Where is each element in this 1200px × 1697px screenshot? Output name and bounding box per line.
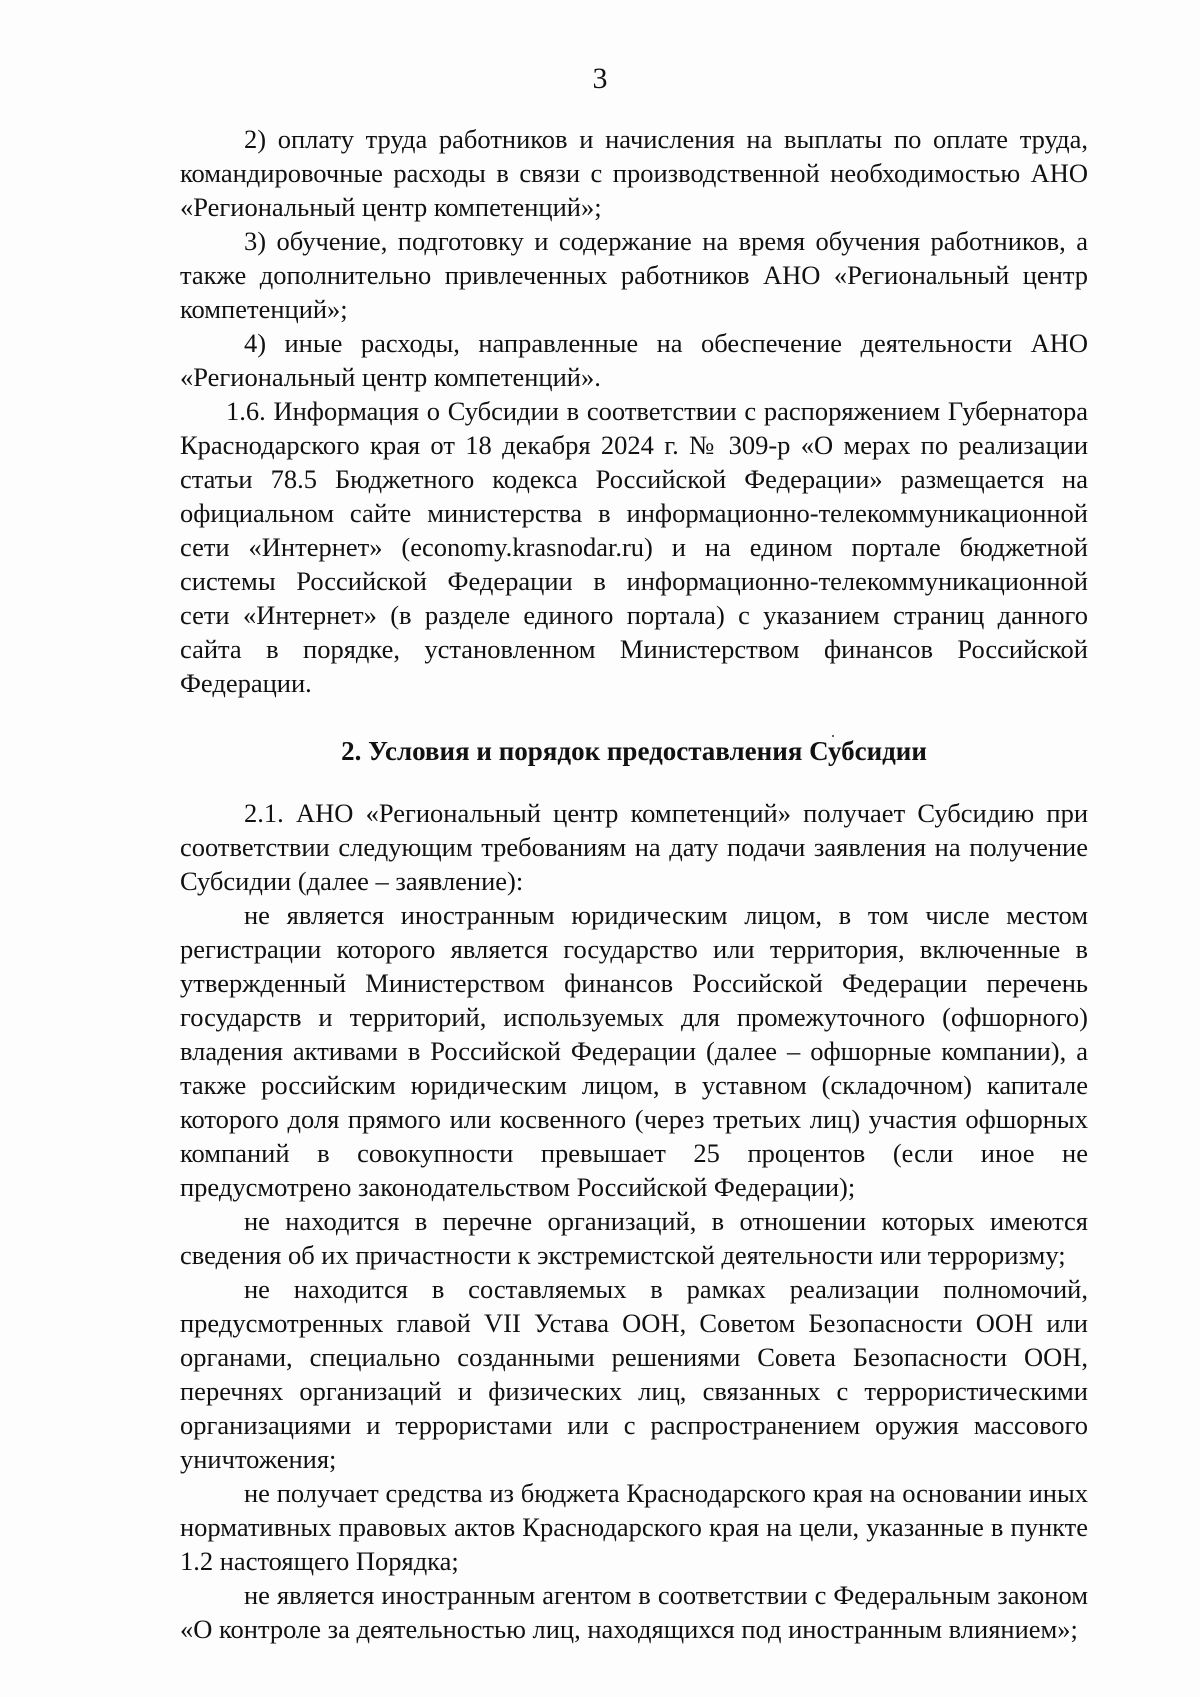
paragraph-req-extremism: не находится в перечне организаций, в отношении которых имеются сведения об их причастности к экстремистской деятельности или терроризму; <box>180 1206 1088 1270</box>
paragraph-req-offshore: не является иностранным юридическим лицом, в том числе местом регистрации которого является государство или территория, включенные в утвержденный Министерством финансов Российской Федерации перечень государств и территорий, используемых для промежуточного (офшорного) владения активами в Российской Федерации (далее – офшорные компании), а также российским юридическим лицом, в уставном (складочном) капитале которого доля прямого или косвенного (через третьих лиц) участия офшорных компаний в совокупности превышает 25 процентов (если иное не предусмотрено законодательством Российской Федерации); <box>180 900 1088 1202</box>
paragraph-expense-training: 3) обучение, подготовку и содержание на время обучения работников, а также дополнительно привлеченных работников АНО «Региональный центр компетенций»; <box>180 226 1088 324</box>
document-body <box>180 122 1088 1646</box>
paragraph-req-budget: не получает средства из бюджета Краснодарского края на основании иных нормативных правовых актов Краснодарского края на цели, указанные в пункте 1.2 настоящего Порядка; <box>180 1478 1088 1576</box>
paragraph-2-1: 2.1. АНО «Региональный центр компетенций» получает Субсидию при соответствии следующим требованиям на дату подачи заявления на получение Субсидии (далее – заявление): <box>180 798 1088 896</box>
paragraph-req-foreign-agent: не является иностранным агентом в соответствии с Федеральным законом «О контроле за деятельностью лиц, находящихся под иностранным влиянием»; <box>180 1580 1088 1644</box>
paragraph-1-6-info: 1.6. Информация о Субсидии в соответствии с распоряжением Губернатора Краснодарского края от 18 декабря 2024 г. № 309-р «О мерах по реализации статьи 78.5 Бюджетного кодекса Российской Федерации» размещается на официальном сайте министерства в информационно-телекоммуникационной сети «Интернет» (economy.krasnodar.ru) и на едином портале бюджетной системы Российской Федерации в информационно-телекоммуникационной сети «Интернет» (в разделе единого портала) с указанием страниц данного сайта в порядке, установленном Министерством финансов Российской Федерации. <box>180 396 1088 698</box>
section-heading-2: 2. Условия и порядок предоставления Субсидии <box>341 736 927 766</box>
paragraph-expense-other: 4) иные расходы, направленные на обеспечение деятельности АНО «Региональный центр компетенций». <box>180 328 1088 392</box>
paragraph-req-un-sanctions: не находится в составляемых в рамках реализации полномочий, предусмотренных главой VII Устава ООН, Советом Безопасности ООН или органами, специально созданными решениями Совета Безопасности ООН, перечнях организаций и физических лиц, связанных с террористическими организациями и террористами или с распространением оружия массового уничтожения; <box>180 1274 1088 1474</box>
page-number: 3 <box>592 62 608 95</box>
paragraph-expense-labor: 2) оплату труда работников и начисления на выплаты по оплате труда, командировочные расходы в связи с производственной необходимостью АНО «Региональный центр компетенций»; <box>180 124 1088 222</box>
